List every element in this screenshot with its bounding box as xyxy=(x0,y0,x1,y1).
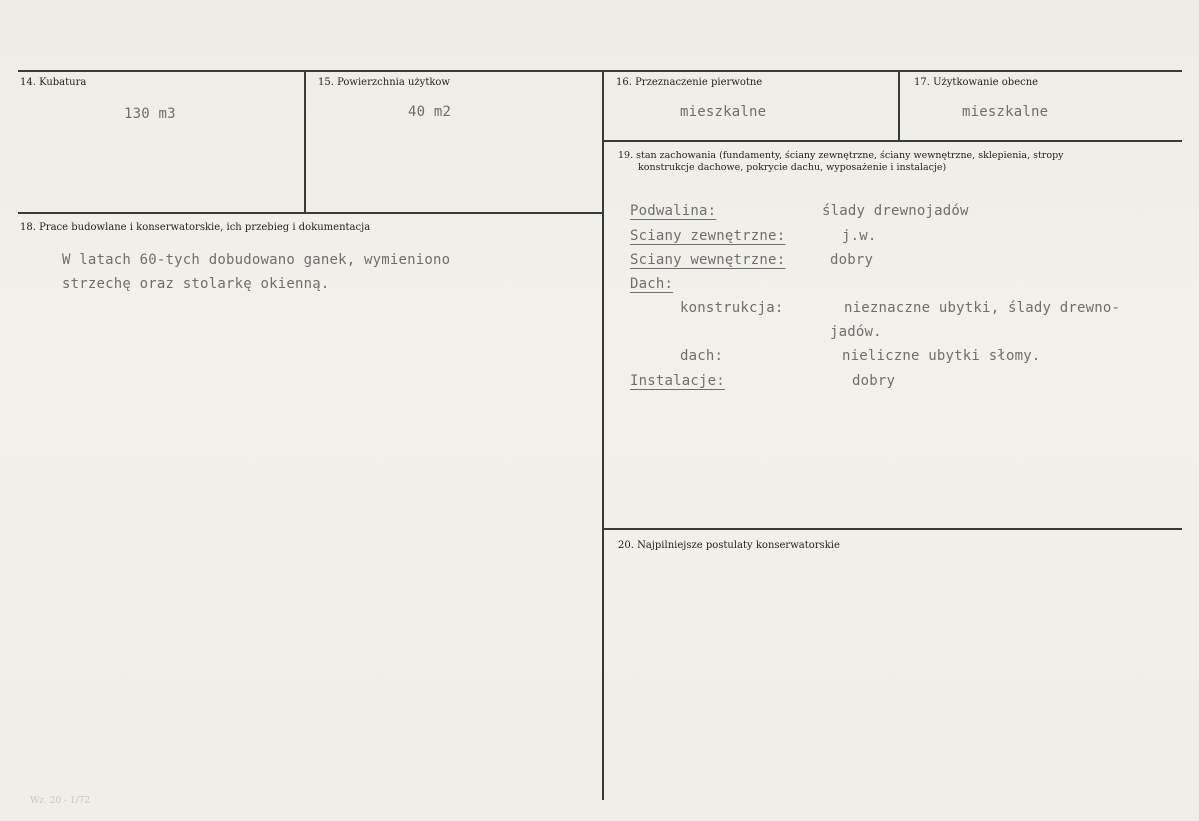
condition-key-dach-pokrycie: dach: xyxy=(680,348,724,364)
condition-value-konstrukcja-cont: jadów. xyxy=(830,324,882,340)
field-17-value: mieszkalne xyxy=(962,104,1049,120)
top-rule xyxy=(18,70,1182,72)
condition-key-instalacje: Instalacje: xyxy=(630,373,725,389)
condition-key-dach: Dach: xyxy=(630,276,674,292)
field-14-value: 130 m3 xyxy=(124,106,176,122)
field-20-label: 20. Najpilniejsze postulaty konserwatorskie xyxy=(618,540,840,551)
condition-key-sciany-zewnetrzne: Sciany zewnętrzne: xyxy=(630,228,786,244)
divider-14-15 xyxy=(304,70,306,214)
condition-key-konstrukcja: konstrukcja: xyxy=(680,300,784,316)
field-18-line-2: strzechę oraz stolarkę okienną. xyxy=(62,276,330,292)
condition-key-sciany-wewnetrzne: Sciany wewnętrzne: xyxy=(630,252,786,268)
field-15-value: 40 m2 xyxy=(408,104,452,120)
divider-16-17 xyxy=(898,70,900,142)
rule-under-14-15 xyxy=(18,212,602,214)
field-18-line-1: W latach 60-tych dobudowano ganek, wymieniono xyxy=(62,252,451,268)
condition-value-sciany-wewnetrzne: dobry xyxy=(830,252,874,268)
condition-key-podwalina: Podwalina: xyxy=(630,203,717,219)
field-16-value: mieszkalne xyxy=(680,104,767,120)
condition-value-podwalina: ślady drewnojadów xyxy=(822,203,969,219)
field-14-label: 14. Kubatura xyxy=(20,77,87,88)
center-divider xyxy=(602,70,604,800)
field-16-label: 16. Przeznaczenie pierwotne xyxy=(616,77,763,88)
condition-value-instalacje: dobry xyxy=(852,373,896,389)
condition-value-dach-pokrycie: nieliczne ubytki słomy. xyxy=(842,348,1041,364)
rule-above-20 xyxy=(604,528,1182,530)
faint-print-mark: Wz. 20 - 1/72 xyxy=(30,796,91,806)
field-17-label: 17. Użytkowanie obecne xyxy=(914,77,1039,88)
field-18-label: 18. Prace budowlane i konserwatorskie, ich przebieg i dokumentacja xyxy=(20,222,371,233)
field-15-label: 15. Powierzchnia użytkow xyxy=(318,77,450,88)
condition-value-konstrukcja: nieznaczne ubytki, ślady drewno- xyxy=(844,300,1121,316)
rule-under-16-17 xyxy=(604,140,1182,142)
condition-value-sciany-zewnetrzne: j.w. xyxy=(842,228,877,244)
field-19-label-line-1: 19. stan zachowania (fundamenty, ściany zewnętrzne, ściany wewnętrzne, sklepienia, stropy xyxy=(618,150,1064,161)
field-19-label-line-2: konstrukcje dachowe, pokrycie dachu, wyposażenie i instalacje) xyxy=(638,162,947,173)
